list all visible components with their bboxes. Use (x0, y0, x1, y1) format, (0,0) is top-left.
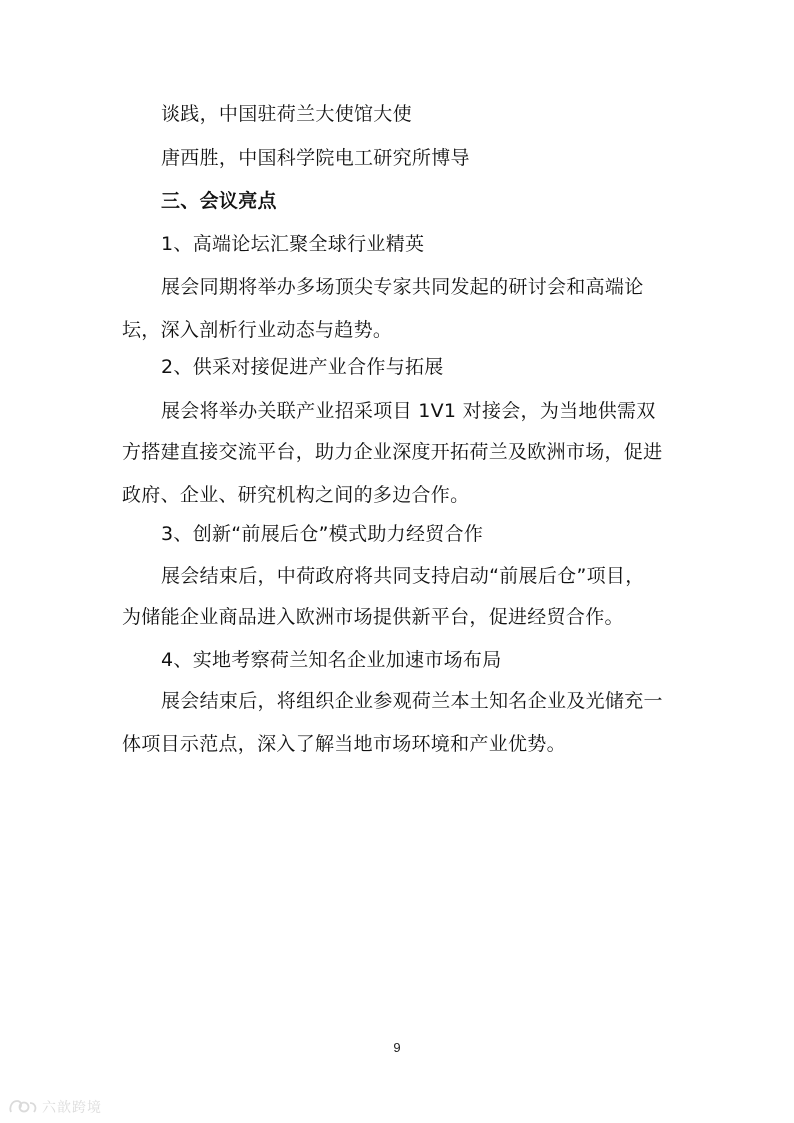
watermark (8, 1096, 102, 1118)
subheading-line: 4、实地考察荷兰知名企业加速市场布局 (161, 649, 502, 671)
paragraph-line: 坛，深入剖析行业动态与趋势。 (122, 319, 393, 341)
paragraph-line: 为储能企业商品进入欧洲市场提供新平台，促进经贸合作。 (122, 606, 624, 628)
subheading-line: 1、高端论坛汇聚全球行业精英 (161, 233, 425, 255)
paragraph-line: 方搭建直接交流平台，助力企业深度开拓荷兰及欧洲市场，促进 (122, 441, 663, 463)
paragraph-line: 政府、企业、研究机构之间的多边合作。 (122, 484, 470, 506)
subheading-line: 2、供采对接促进产业合作与拓展 (161, 356, 444, 378)
text-line: 谈践，中国驻荷兰大使馆大使 (161, 103, 412, 125)
subheading-line: 3、创新“前展后仓”模式助力经贸合作 (161, 523, 484, 545)
paragraph-line: 展会结束后，将组织企业参观荷兰本土知名企业及光储充一 (161, 690, 663, 712)
page-number: 9 (393, 1040, 401, 1055)
paragraph-line: 展会结束后，中荷政府将共同支持启动“前展后仓”项目， (161, 565, 645, 587)
paragraph-line: 体项目示范点，深入了解当地市场环境和产业优势。 (122, 733, 566, 755)
section-heading: 三、会议亮点 (161, 190, 277, 212)
paragraph-line: 展会将举办关联产业招采项目 1V1 对接会，为当地供需双 (161, 400, 656, 422)
paragraph-line: 展会同期将举办多场顶尖专家共同发起的研讨会和高端论 (161, 276, 644, 298)
text-line: 唐西胜，中国科学院电工研究所博导 (161, 147, 470, 169)
watermark-logo-icon (8, 1098, 38, 1116)
watermark-text: 六歆跨境 (42, 1100, 102, 1116)
